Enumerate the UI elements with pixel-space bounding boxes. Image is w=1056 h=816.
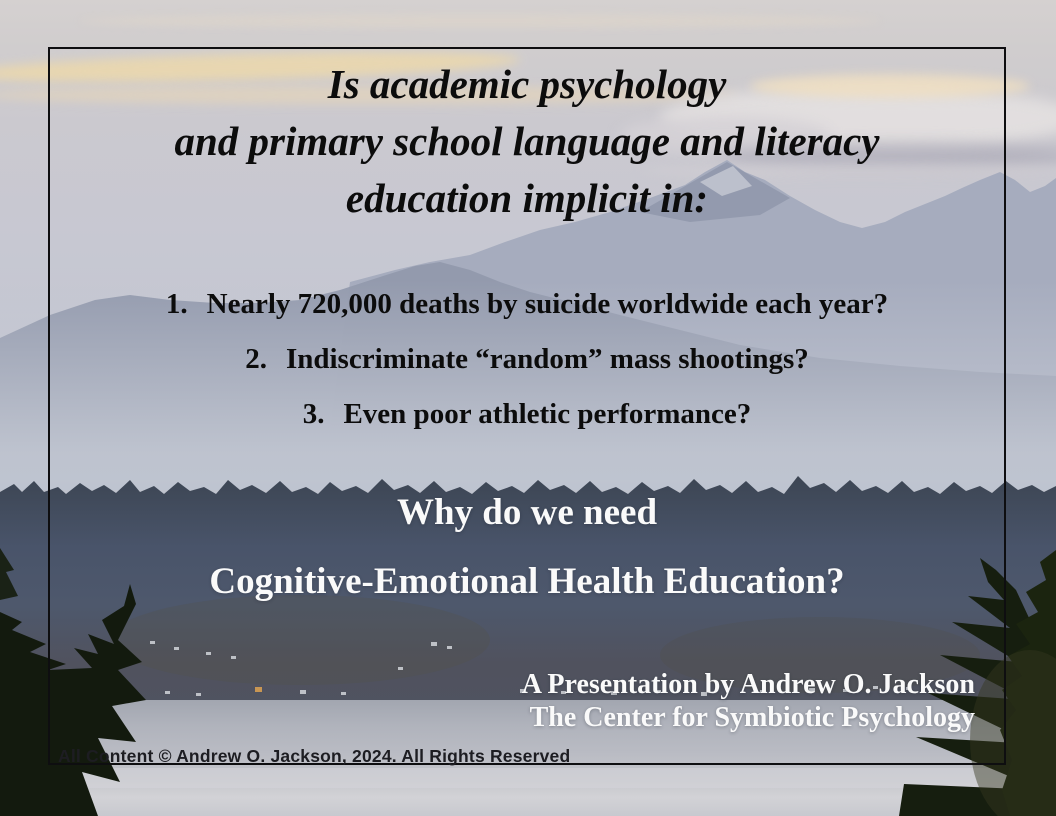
question-heading-line-2: Cognitive-Emotional Health Education? — [209, 561, 845, 602]
list-item-1 — [48, 287, 1006, 321]
question-heading-line-1: Why do we need — [396, 492, 658, 533]
list-item-1-number: 1. — [165, 288, 188, 320]
title-line-1: Is academic psychology — [327, 61, 727, 107]
list-item-2-number: 2. — [245, 343, 267, 375]
byline-line-2: The Center for Symbiotic Psychology — [529, 702, 975, 733]
list-item-3-text: Even poor athletic performance? — [343, 398, 752, 430]
list-item-2-text: Indiscriminate “random” mass shootings? — [285, 343, 809, 375]
title-line-3: education implicit in: — [345, 175, 709, 221]
list-item-3 — [48, 397, 1006, 431]
list-item-3-number: 3. — [302, 398, 325, 430]
question-list — [48, 287, 1006, 452]
slide-title — [48, 56, 1006, 227]
list-item-2 — [48, 342, 1006, 376]
presenter-byline — [522, 668, 975, 734]
copyright-notice: All Content © Andrew O. Jackson, 2024. All Rights Reserved — [58, 746, 571, 766]
byline-line-1: A Presentation by Andrew O. Jackson — [521, 669, 975, 700]
title-line-2: and primary school language and literacy — [174, 118, 880, 164]
list-item-1-text: Nearly 720,000 deaths by suicide worldwide each year? — [206, 288, 889, 320]
water-sheen — [0, 768, 1056, 788]
